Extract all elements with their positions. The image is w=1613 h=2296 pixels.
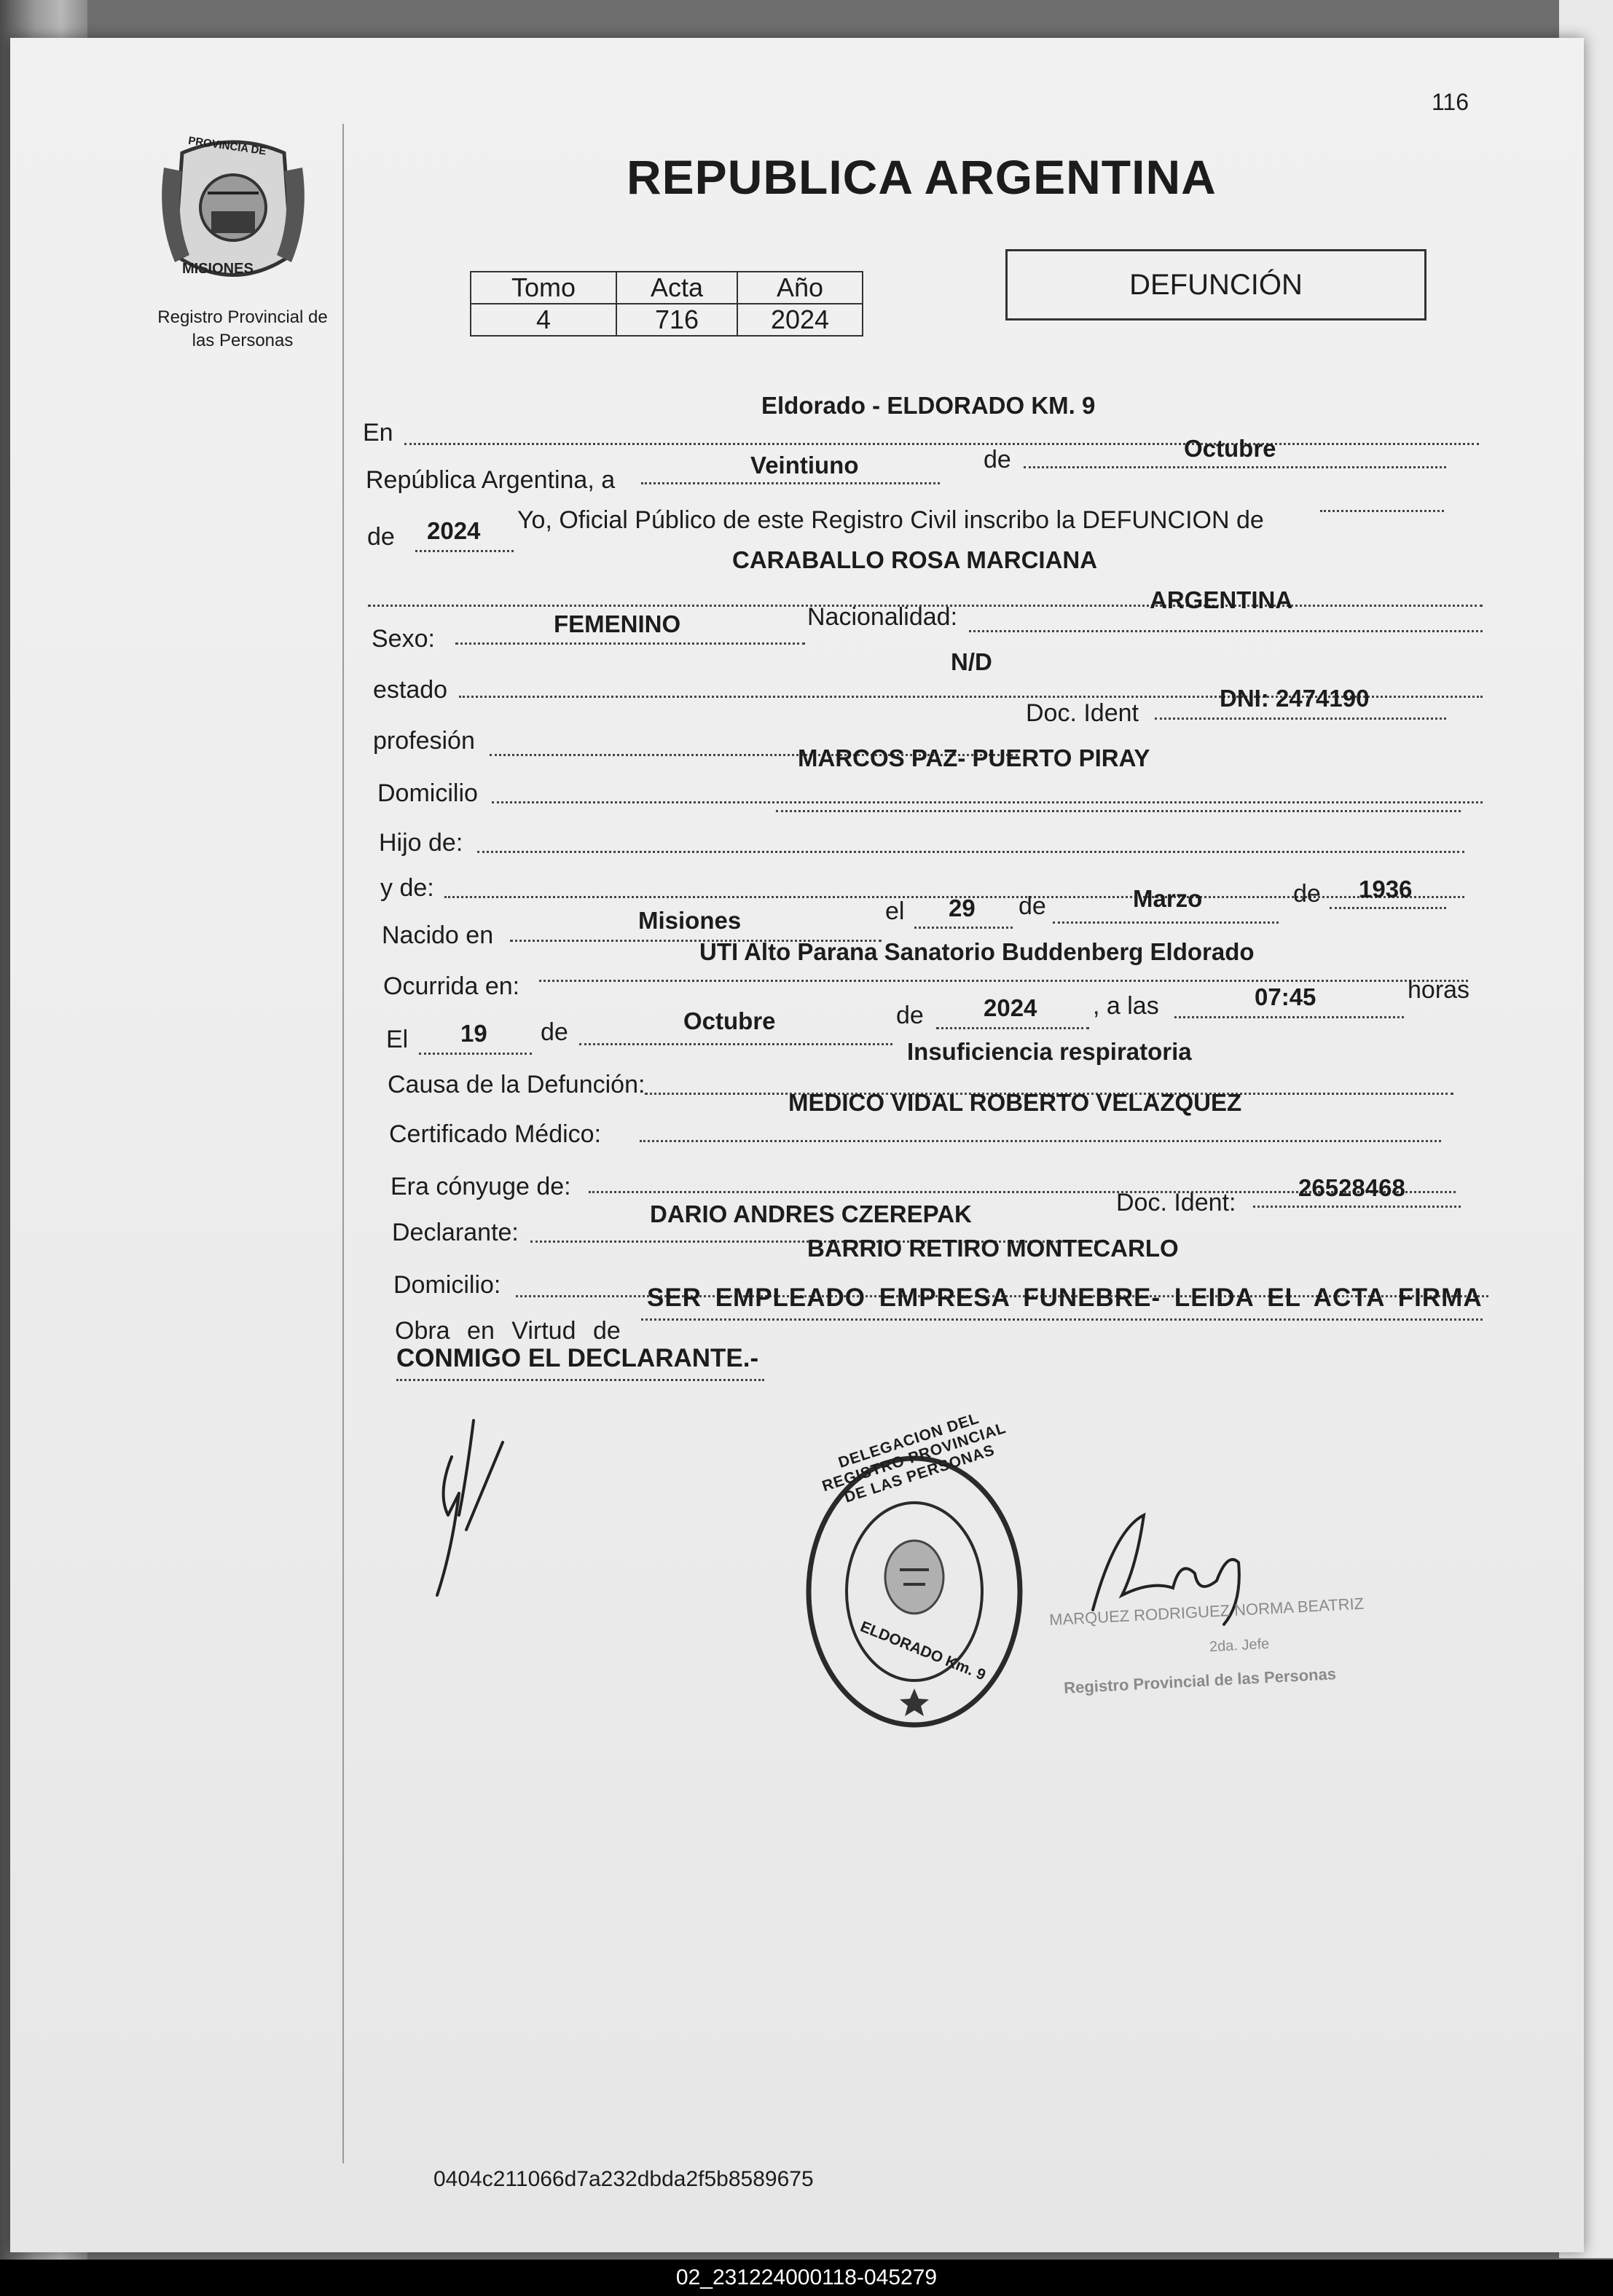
header-anio: Año — [737, 272, 863, 304]
label-de-6: de — [896, 1002, 924, 1029]
label-de-3: de — [1019, 892, 1046, 920]
line-obra-2 — [396, 1379, 764, 1381]
value-acta: 716 — [616, 304, 737, 336]
label-profesion: profesión — [373, 727, 475, 755]
registry-name: Registro Provincial de las Personas — [157, 307, 328, 350]
official-name: MARQUEZ RODRIGUEZ NORMA BEATRIZ — [1048, 1594, 1365, 1629]
label-a-las: , a las — [1093, 992, 1159, 1020]
field-declarante-doc: 26528468 — [1298, 1174, 1405, 1201]
field-dia-texto: Veintiuno — [750, 452, 859, 479]
label-declarante: Declarante: — [392, 1219, 519, 1246]
field-certificado: MEDICO VIDAL ROBERTO VELAZQUEZ — [788, 1089, 1242, 1116]
field-nombre: CARABALLO ROSA MARCIANA — [732, 546, 1098, 573]
line-nac-mes — [1053, 921, 1279, 924]
label-certificado: Certificado Médico: — [389, 1120, 602, 1148]
label-conyuge: Era cónyuge de: — [391, 1173, 571, 1200]
line-anio — [415, 550, 514, 552]
page-number: 116 — [1432, 89, 1469, 115]
line-def-anio — [936, 1027, 1089, 1029]
line-lugar — [404, 443, 1479, 445]
field-lugar: Eldorado - ELDORADO KM. 9 — [761, 392, 1096, 419]
label-de-4: de — [1293, 880, 1321, 908]
value-tomo: 4 — [471, 304, 616, 336]
page-title: REPUBLICA ARGENTINA — [627, 150, 1217, 204]
label-el-cap: El — [386, 1026, 409, 1053]
footer-id-bar: 02_231224000118-045279 — [0, 2260, 1613, 2296]
field-causa: Insuficiencia respiratoria — [907, 1038, 1192, 1065]
margin-line — [342, 124, 344, 2163]
field-obra-line1: SER EMPLEADO EMPRESA FUNEBRE- LEIDA EL ACTA FIRMA — [647, 1283, 1483, 1312]
line-nac-anio — [1330, 907, 1446, 909]
line-hora — [1174, 1016, 1404, 1018]
label-en: En — [363, 419, 393, 447]
hash-code: 0404c211066d7a232dbda2f5b8589675 — [433, 2167, 814, 2191]
field-domicilio: MARCOS PAZ- PUERTO PIRAY — [798, 744, 1150, 771]
seal-bottom-text: MISIONES — [182, 261, 254, 277]
field-mes: Octubre — [1184, 435, 1276, 462]
official-office: Registro Provincial de las Personas — [1063, 1664, 1337, 1697]
seal-top-text: PROVINCIA DE — [187, 134, 267, 158]
line-yo — [1320, 510, 1444, 512]
label-el: el — [885, 897, 905, 925]
field-nac-mes: Marzo — [1133, 885, 1203, 912]
line-obra-1 — [641, 1318, 1483, 1321]
registration-table — [470, 271, 863, 337]
label-republica: República Argentina, a — [366, 466, 616, 494]
label-doc-ident-2: Doc. Ident: — [1116, 1189, 1236, 1216]
field-ocurrida-en: UTI Alto Parana Sanatorio Buddenberg Eldorado — [699, 938, 1255, 965]
line-mes — [1024, 466, 1446, 468]
label-causa: Causa de la Defunción: — [388, 1071, 645, 1098]
document-type-box: DEFUNCIÓN — [1005, 249, 1426, 321]
label-domicilio: Domicilio — [377, 779, 478, 807]
header-tomo: Tomo — [471, 272, 616, 304]
line-def-mes — [579, 1043, 892, 1045]
label-nacido-en: Nacido en — [382, 921, 494, 949]
label-nacionalidad: Nacionalidad: — [807, 603, 958, 631]
line-certificado — [640, 1140, 1441, 1142]
certificate-page — [10, 38, 1584, 2252]
field-nac-dia: 29 — [949, 895, 976, 921]
field-obra-line2: CONMIGO EL DECLARANTE.- — [396, 1344, 759, 1372]
field-anio: 2024 — [427, 517, 481, 544]
line-sexo — [455, 642, 805, 645]
field-hora: 07:45 — [1255, 983, 1316, 1010]
label-estado: estado — [373, 676, 448, 704]
field-estado: N/D — [951, 648, 992, 675]
label-sexo: Sexo: — [372, 625, 435, 653]
field-nac-anio: 1936 — [1359, 876, 1413, 903]
value-anio: 2024 — [737, 304, 863, 336]
line-def-dia — [419, 1053, 532, 1055]
field-declarante: DARIO ANDRES CZEREPAK — [650, 1200, 972, 1227]
line-declarante-doc — [1253, 1206, 1461, 1208]
line-nacionalidad — [969, 630, 1483, 632]
line-hijo-de — [477, 851, 1464, 853]
field-nacionalidad: ARGENTINA — [1150, 586, 1293, 613]
header-acta: Acta — [616, 272, 737, 304]
field-def-dia: 19 — [460, 1020, 487, 1047]
line-ocurrida-en — [539, 980, 1468, 982]
line-nac-dia — [914, 927, 1013, 929]
label-de-2: de — [367, 523, 395, 551]
official-role: 2da. Jefe — [1209, 1635, 1270, 1656]
label-horas: horas — [1408, 976, 1470, 1004]
label-de-5: de — [541, 1018, 568, 1046]
field-nacido-en: Misiones — [638, 907, 742, 934]
label-de-1: de — [984, 446, 1011, 473]
label-doc-ident: Doc. Ident — [1026, 699, 1139, 727]
label-y-de: y de: — [380, 874, 434, 902]
line-domicilio-2 — [776, 810, 1461, 812]
label-yo-oficial: Yo, Oficial Público de este Registro Civil inscribo la DEFUNCION de — [517, 506, 1264, 534]
line-domicilio — [492, 801, 1483, 803]
declarant-signature-icon — [408, 1406, 532, 1624]
field-declarante-domicilio: BARRIO RETIRO MONTECARLO — [807, 1235, 1179, 1262]
label-hijo-de: Hijo de: — [379, 829, 463, 857]
line-dia — [641, 482, 940, 484]
field-sexo: FEMENINO — [554, 610, 681, 637]
label-ocurrida-en: Ocurrida en: — [383, 972, 520, 1000]
label-obra: Obra en Virtud de — [395, 1317, 621, 1345]
field-def-mes: Octubre — [683, 1007, 776, 1034]
field-dni: DNI: 2474190 — [1220, 685, 1370, 712]
stamp-ring-text: DELEGACION DEL REGISTRO PROVINCIAL DE LAS PERSONAS — [820, 1410, 1008, 1506]
line-dni — [1155, 718, 1446, 720]
label-domicilio-2: Domicilio: — [393, 1271, 501, 1299]
stamp-inner-text: ELDORADO Km. 9 — [857, 1618, 989, 1684]
field-def-anio: 2024 — [984, 994, 1037, 1021]
